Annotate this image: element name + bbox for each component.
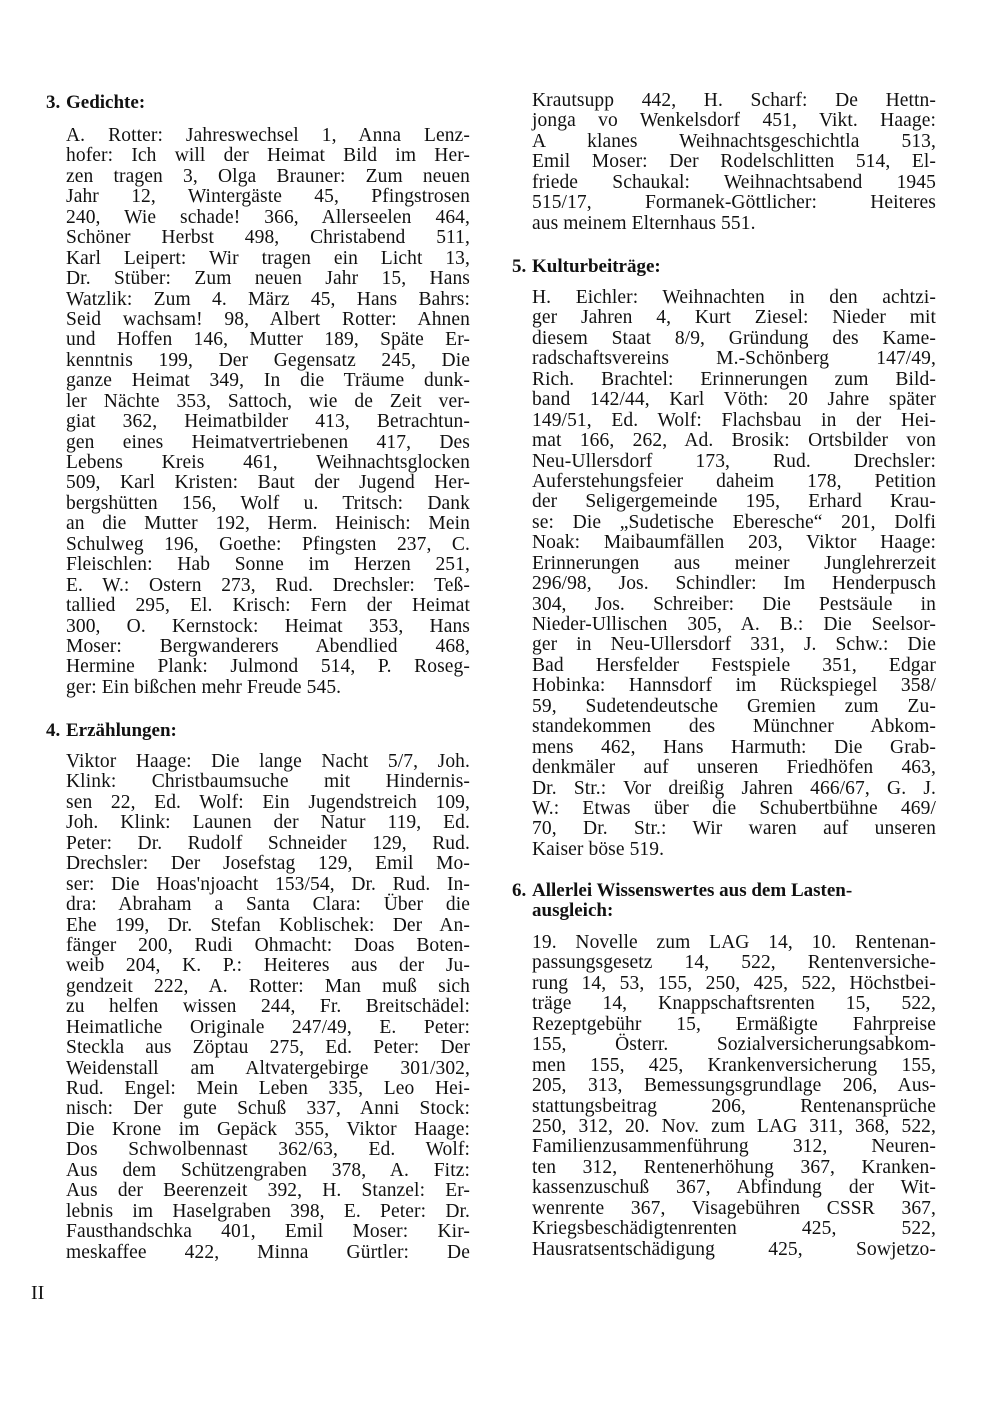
text-line: 155, Österr. Sozialversicherungsabkom- xyxy=(532,1034,936,1056)
section-heading: Kulturbeiträge: xyxy=(532,256,661,277)
text-line: gen eines Heimatvertriebenen 417, Des xyxy=(66,431,470,453)
text-line: kenntnis 199, Der Gegensatz 245, Die xyxy=(66,349,470,371)
text-line: Karl Leipert: Wir tragen ein Licht 13, xyxy=(66,247,470,269)
section-heading: ausgleich: xyxy=(532,900,614,922)
text-line: und Hoffen 146, Mutter 189, Späte Er- xyxy=(66,329,470,351)
section-number: 5. xyxy=(512,256,527,277)
text-line: ler Nächte 353, Sattoch, wie de Zeit ver- xyxy=(66,390,470,412)
text-line: Jahr 12, Wintergäste 45, Pfingstrosen xyxy=(66,186,470,208)
page-number: II xyxy=(31,1282,45,1304)
text-line: passungsgesetz 14, 522, Rentenversiche- xyxy=(532,952,936,974)
text-line: Fausthandschka 401, Emil Moser: Kir- xyxy=(66,1221,470,1243)
text-line: Schulweg 196, Goethe: Pfingsten 237, C. xyxy=(66,533,470,555)
text-line: Dr. Stüber: Zum neuen Jahr 15, Hans xyxy=(66,268,470,290)
text-line: friede Schaukal: Weihnachtsabend 1945 xyxy=(532,171,936,193)
left-section-1-paragraph xyxy=(66,752,470,1263)
text-line: Hobinka: Hannsdorf im Rückspiegel 358/ xyxy=(532,675,936,697)
text-line: 300, O. Kernstock: Heimat 353, Hans xyxy=(66,615,470,637)
text-line: denkmäler auf unseren Friedhöfen 463, xyxy=(532,757,936,779)
text-line: lebnis im Haselgraben 398, E. Peter: Dr. xyxy=(66,1200,470,1222)
text-line: Nieder-Ullischen 305, A. B.: Die Seelsor- xyxy=(532,614,936,635)
section-heading: Erzählungen: xyxy=(66,720,177,741)
section-number: 6. xyxy=(512,880,527,901)
text-line: 59, Sudetendeutsche Gremien zum Zu- xyxy=(532,695,936,717)
text-line: Die Krone im Gepäck 355, Viktor Haage: xyxy=(66,1118,470,1140)
section-heading: Gedichte: xyxy=(66,92,146,113)
text-line: zu helfen wissen 244, Fr. Breitschädel: xyxy=(66,996,470,1018)
text-line: Lebens Kreis 461, Weihnachtsglocken xyxy=(66,452,470,473)
text-line: E. W.: Ostern 273, Rud. Drechsler: Teß- xyxy=(66,574,470,596)
text-line: Neu-Ullersdorf 173, Rud. Drechsler: xyxy=(532,450,936,472)
text-line: bergshütten 156, Wolf u. Tritsch: Dank xyxy=(66,492,470,514)
text-line: nisch: Der gute Schuß 337, Anni Stock: xyxy=(66,1098,470,1120)
text-line: Klink: Christbaumsuche mit Hindernis- xyxy=(66,771,470,793)
text-line: Viktor Haage: Die lange Nacht 5/7, Joh. xyxy=(66,751,470,772)
text-line: ganze Heimat 349, In die Träume dunk- xyxy=(66,370,470,392)
text-line: 19. Novelle zum LAG 14, 10. Rentenan- xyxy=(532,932,936,953)
text-line: 304, Jos. Schreiber: Die Pestsäule in xyxy=(532,593,936,615)
text-line: Ehe 199, Dr. Stefan Koblischek: Der An- xyxy=(66,914,470,936)
text-line: Aus dem Schützengraben 378, A. Fitz: xyxy=(66,1159,470,1181)
section-heading: Allerlei Wissenswertes aus dem Lasten- xyxy=(532,880,853,901)
text-line: ser: Die Hoas'njoacht 153/54, Dr. Rud. In- xyxy=(66,873,470,895)
text-line: Rich. Brachtel: Erinnerungen zum Bild- xyxy=(532,368,936,390)
text-line: Hausratsentschädigung 425, Sowjetzo- xyxy=(532,1238,936,1260)
right-section-2-paragraph xyxy=(532,933,936,1260)
text-line: hofer: Ich will der Heimat Bild im Her- xyxy=(66,145,470,167)
text-line: Weidenstall am Altvatergebirge 301/302, xyxy=(66,1057,470,1079)
text-line: 205, 313, Bemessungsgrundlage 206, Aus- xyxy=(532,1075,936,1097)
text-line: mens 462, Hans Harmuth: Die Grab- xyxy=(532,736,936,758)
text-line: Emil Moser: Der Rodelschlitten 514, El- xyxy=(532,151,936,173)
text-line: A klanes Weihnachtsgeschichtla 513, xyxy=(532,130,936,152)
text-line: Dos Schwolbennast 362/63, Ed. Wolf: xyxy=(66,1139,470,1161)
text-line: dra: Abraham a Santa Clara: Über die xyxy=(66,894,470,916)
text-line: men 155, 425, Krankenversicherung 155, xyxy=(532,1054,936,1076)
text-line: Fleischlen: Hab Sonne im Herzen 251, xyxy=(66,554,470,576)
text-line: träge 14, Knappschaftsrenten 15, 522, xyxy=(532,993,936,1015)
text-line: se: Die „Sudetische Eberesche“ 201, Dolfi xyxy=(532,511,936,533)
text-line: rung 14, 53, 155, 250, 425, 522, Höchstbei- xyxy=(532,972,936,994)
text-line: Rezeptgebühr 15, Ermäßigte Fahrpreise xyxy=(532,1013,936,1035)
text-line: 250, 312, 20. Nov. zum LAG 311, 368, 522, xyxy=(532,1115,936,1137)
left-section-0-paragraph xyxy=(66,126,470,698)
text-line: der Seligergemeinde 195, Erhard Krau- xyxy=(532,491,936,513)
text-line: Rud. Engel: Mein Leben 335, Leo Hei- xyxy=(66,1078,470,1099)
text-line: jonga vo Wenkelsdorf 451, Vikt. Haage: xyxy=(532,110,936,132)
text-line: meskaffee 422, Minna Gürtler: De xyxy=(66,1241,470,1263)
text-line: Steckla aus Zöptau 275, Ed. Peter: Der xyxy=(66,1037,470,1059)
text-line: A. Rotter: Jahreswechsel 1, Anna Lenz- xyxy=(66,125,470,146)
text-line: gendzeit 222, A. Rotter: Man muß sich xyxy=(66,975,470,997)
text-line: Drechsler: Der Josefstag 129, Emil Mo- xyxy=(66,853,470,875)
text-line: tallied 295, El. Krisch: Fern der Heimat xyxy=(66,595,470,617)
text-line: Auferstehungsfeier daheim 178, Petition xyxy=(532,470,936,492)
text-line: Watzlik: Zum 4. März 45, Hans Bahrs: xyxy=(66,288,470,310)
text-line: wenrente 367, Visagebühren CSSR 367, xyxy=(532,1197,936,1219)
text-line: Heimatliche Originale 247/49, E. Peter: xyxy=(66,1016,470,1038)
text-line: 509, Karl Kristen: Baut der Jugend Her- xyxy=(66,472,470,494)
text-line: Noak: Maibaumfällen 203, Viktor Haage: xyxy=(532,532,936,554)
text-line: 70, Dr. Str.: Wir waren auf unseren xyxy=(532,818,936,840)
text-line: Familienzusammenführung 312, Neuren- xyxy=(532,1136,936,1158)
text-line: ger Jahren 4, Kurt Ziesel: Nieder mit xyxy=(532,307,936,329)
text-line: ger: Ein bißchen mehr Freude 545. xyxy=(66,676,342,698)
text-line: 296/98, Jos. Schindler: Im Henderpusch xyxy=(532,573,936,595)
text-line: W.: Etwas über die Schubertbühne 469/ xyxy=(532,797,936,819)
text-line: Kriegsbeschädigtenrenten 425, 522, xyxy=(532,1218,936,1240)
text-line: Krautsupp 442, H. Scharf: De Hettn- xyxy=(532,90,936,111)
text-line: sen 22, Ed. Wolf: Ein Jugendstreich 109, xyxy=(66,791,470,813)
text-line: an die Mutter 192, Herm. Heinisch: Mein xyxy=(66,513,470,535)
text-line: 240, Wie schade! 366, Allerseelen 464, xyxy=(66,206,470,228)
right-section-0-paragraph xyxy=(532,91,936,234)
text-line: diesem Staat 8/9, Gründung des Kame- xyxy=(532,327,936,349)
text-line: aus meinem Elternhaus 551. xyxy=(532,212,756,234)
section-number: 4. xyxy=(46,720,61,741)
text-line: H. Eichler: Weihnachten in den achtzi- xyxy=(532,287,936,308)
text-line: Dr. Str.: Vor dreißig Jahren 466/67, G. J. xyxy=(532,777,936,799)
text-line: Hermine Plank: Julmond 514, P. Roseg- xyxy=(66,656,470,678)
text-line: kassenzuschuß 367, Abfindung der Wit- xyxy=(532,1177,936,1199)
text-line: fänger 200, Rudi Ohmacht: Doas Boten- xyxy=(66,934,470,956)
text-line: Seid wachsam! 98, Albert Rotter: Ahnen xyxy=(66,308,470,330)
text-line: Bad Hersfelder Festspiele 351, Edgar xyxy=(532,654,936,676)
text-line: giat 362, Heimatbilder 413, Betrachtun- xyxy=(66,411,470,433)
text-line: weib 204, K. P.: Heiteres aus der Ju- xyxy=(66,955,470,977)
text-line: mat 166, 262, Ad. Brosik: Ortsbilder von xyxy=(532,430,936,452)
text-line: Kaiser böse 519. xyxy=(532,838,665,860)
text-line: zen tragen 3, Olga Brauner: Zum neuen xyxy=(66,165,470,187)
section-number: 3. xyxy=(46,92,61,113)
text-line: 515/17, Formanek-Göttlicher: Heiteres xyxy=(532,192,936,214)
text-line: Aus der Beerenzeit 392, H. Stanzel: Er- xyxy=(66,1180,470,1202)
text-line: band 142/44, Karl Vöth: 20 Jahre später xyxy=(532,389,936,411)
text-line: Joh. Klink: Launen der Natur 119, Ed. xyxy=(66,812,470,834)
text-line: Schöner Herbst 498, Christabend 511, xyxy=(66,227,470,249)
text-line: ten 312, Rentenerhöhung 367, Kranken- xyxy=(532,1156,936,1178)
text-line: stattungsbeitrag 206, Rentenansprüche xyxy=(532,1095,936,1117)
text-line: Peter: Dr. Rudolf Schneider 129, Rud. xyxy=(66,832,470,854)
right-section-1-paragraph xyxy=(532,288,936,860)
text-line: 149/51, Ed. Wolf: Flachsbau in der Hei- xyxy=(532,409,936,431)
text-line: ger in Neu-Ullersdorf 331, J. Schw.: Die xyxy=(532,634,936,656)
text-line: radschaftsvereins M.-Schönberg 147/49, xyxy=(532,348,936,370)
text-line: standekommen des Münchner Abkom- xyxy=(532,716,936,738)
text-line: Erinnerungen aus meiner Junglehrerzeit xyxy=(532,552,936,574)
text-line: Moser: Bergwanderers Abendlied 468, xyxy=(66,635,470,657)
